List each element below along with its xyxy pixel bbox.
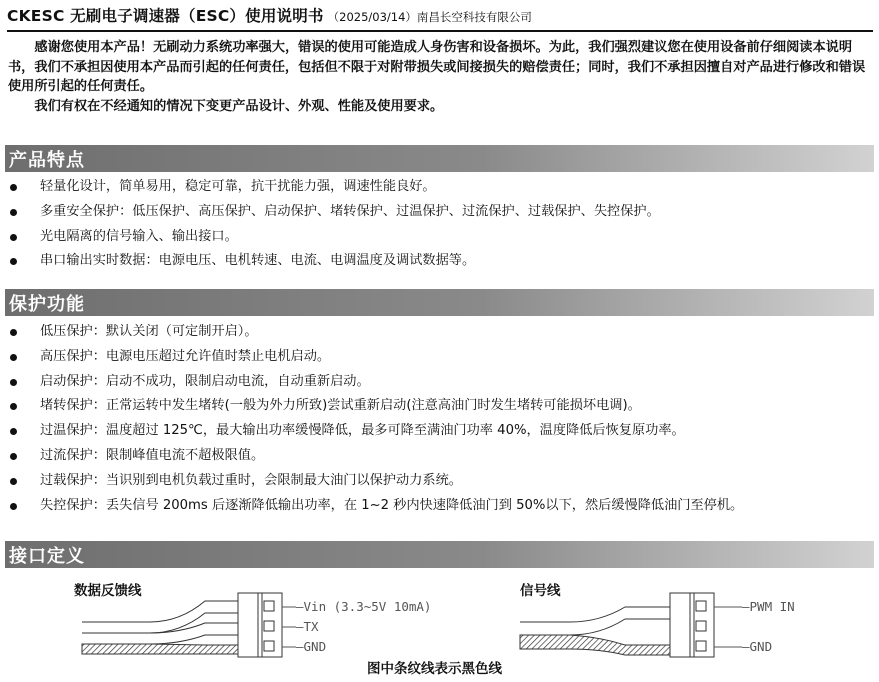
feature-text: 串口输出实时数据：电源电压、电机转速、电流、电调温度及调试数据等。 (40, 253, 476, 269)
section-header-protection (5, 289, 874, 316)
pin-label-vin: —Vin (3.3~5V 10mA) (296, 599, 432, 614)
protection-text: 堵转保护：正常运转中发生堵转(一般为外力所致)尝试重新启动(注意高油门时发生堵转可能损坏电调)。 (40, 398, 641, 414)
pin-label-tx: —TX (296, 619, 319, 634)
section-title-protection: 保护功能 (9, 294, 85, 315)
list-item (0, 225, 879, 250)
list-item (0, 419, 879, 444)
protection-list (0, 320, 879, 518)
list-item (0, 320, 879, 345)
protection-text: 过温保护：温度超过 125℃，最大输出功率缓慢降低，最多可降至满油门功率 40%，温度降低后恢复原功率。 (40, 423, 685, 439)
intro-paragraph-1: 感谢您使用本产品！无刷动力系统功率强大，错误的使用可能造成人身伤害和设备损坏。为此，我们强烈建议您在使用设备前仔细阅读本说明书，我们不承担因使用本产品而引起的任何责任，包括但不限于对附带损失或间接损失的赔偿责任；同时，我们不承担因擅自对产品进行修改和错误使用所引起的任何责任。 (8, 40, 866, 94)
signal-cable-label: 信号线 (520, 583, 561, 599)
feedback-cable-label: 数据反馈线 (74, 583, 142, 599)
bullet-icon (10, 234, 17, 241)
protection-text: 低压保护：默认关闭（可定制开启）。 (40, 324, 258, 339)
intro-paragraph-2: 我们有权在不经通知的情况下变更产品设计、外观、性能及使用要求。 (34, 98, 444, 114)
protection-text: 过载保护：当识别到电机负载过重时，会限制最大油门以保护动力系统。 (40, 472, 462, 488)
section-title-interface: 接口定义 (9, 546, 85, 567)
title-row (7, 4, 873, 32)
bullet-icon (10, 184, 17, 191)
features-list (0, 175, 879, 274)
bullet-icon (10, 258, 17, 265)
document-title: CKESC 无刷电子调速器（ESC）使用说明书 (7, 7, 324, 25)
bullet-icon (10, 453, 17, 460)
bullet-icon (10, 503, 17, 510)
bullet-icon (10, 379, 17, 386)
list-item (0, 345, 879, 370)
section-header-features (5, 145, 874, 172)
protection-text: 高压保护：电源电压超过允许值时禁止电机启动。 (40, 348, 331, 364)
list-item (0, 469, 879, 494)
protection-text: 失控保护：丢失信号 200ms 后逐渐降低输出功率，在 1~2 秒内快速降低油门到 50%以下，然后缓慢降低油门至停机。 (40, 497, 744, 513)
list-item (0, 394, 879, 419)
pin-label-signal-gnd: —GND (742, 639, 773, 654)
bullet-icon (10, 478, 17, 485)
list-item (0, 370, 879, 395)
list-item (0, 444, 879, 469)
protection-text: 启动保护：启动不成功，限制启动电流，自动重新启动。 (40, 373, 370, 389)
document-subtitle: （2025/03/14）南昌长空科技有限公司 (327, 10, 532, 24)
feature-text: 轻量化设计，简单易用，稳定可靠，抗干扰能力强，调速性能良好。 (40, 179, 436, 194)
feature-text: 光电隔离的信号输入、输出接口。 (40, 228, 238, 244)
list-item (0, 249, 879, 274)
section-header-interface (5, 541, 874, 568)
list-item (0, 175, 879, 200)
bullet-icon (10, 329, 17, 336)
bullet-icon (10, 428, 17, 435)
list-item (0, 494, 879, 519)
signal-connector (520, 593, 742, 657)
list-item (0, 200, 879, 225)
protection-text: 过流保护：限制峰值电流不超极限值。 (40, 447, 265, 463)
section-title-features: 产品特点 (9, 150, 85, 171)
feedback-connector (82, 593, 296, 657)
intro-notice (8, 38, 872, 116)
feature-text: 多重安全保护：低压保护、高压保护、启动保护、堵转保护、过温保护、过流保护、过载保护、失控保护。 (40, 203, 660, 219)
interface-diagram (0, 575, 879, 682)
bullet-icon (10, 403, 17, 410)
bullet-icon (10, 354, 17, 361)
diagram-caption: 图中条纹线表示黑色线 (367, 661, 502, 677)
pin-label-gnd: —GND (296, 639, 327, 654)
bullet-icon (10, 209, 17, 216)
pin-label-pwm: —PWM IN (742, 599, 795, 614)
